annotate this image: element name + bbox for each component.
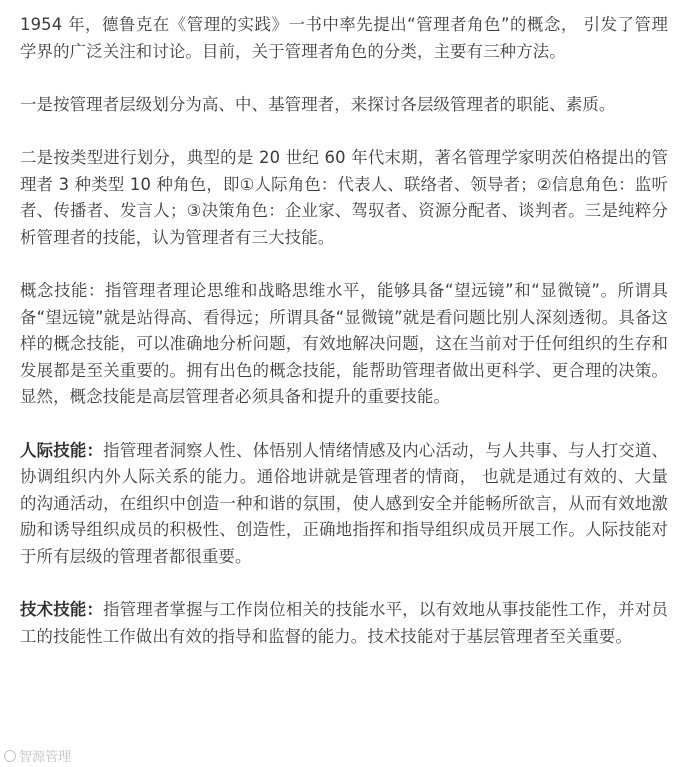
watermark-text: 智源管理 bbox=[19, 750, 72, 765]
technical-skill-text: 指管理者掌握与工作岗位相关的技能水平，以有效地从事技能性工作，并对员工的技能性工作做出有效的指导和监督的能力。技术技能对于基层管理者至关重要。 bbox=[20, 600, 668, 646]
paragraph-conceptual-skill: 概念技能：指管理者理论思维和战略思维水平，能够具备“望远镜”和“显微镜”。所谓具备“望远镜”就是站得高、看得远；所谓具备“显微镜”就是看问题比别人深刻透彻。具备这样的概念技能，可以准确地分析问题，有效地解决问题，这在当前对于任何组织的生存和发展都是至关重要的。拥有出色的概念技能，能帮助管理者做出更科学、更合理的决策。显然，概念技能是高层管理者必须具备和提升的重要技能。 bbox=[20, 280, 668, 407]
paragraph-technical-skill bbox=[20, 597, 668, 650]
technical-skill-label: 技术技能： bbox=[20, 600, 104, 620]
interpersonal-skill-text: 指管理者洞察人性、体悟别人情绪情感及内心活动，与人共事、与人打交道、协调组织内外人际关系的能力。通俗地讲就是管理者的情商， 也就是通过有效的、大量的沟通活动，在组织中创造一种和谐的氛围，使人感到安全并能畅所欲言，从而有效地激励和诱导组织成员的积极性、创造性，正确地指挥和指导组织成员开展工作。人际技能对于所有层级的管理者都很重要。 bbox=[20, 440, 668, 566]
paragraph-intro: 1954 年，德鲁克在《管理的实践》一书中率先提出“管理者角色”的概念， 引发了管理学界的广泛关注和讨论。目前，关于管理者角色的分类，主要有三种方法。 bbox=[20, 15, 668, 61]
watermark-logo-icon bbox=[4, 750, 16, 762]
interpersonal-skill-label: 人际技能： bbox=[20, 440, 104, 460]
paragraph-method-one: 一是按管理者层级划分为高、中、基管理者，来探讨各层级管理者的职能、素质。 bbox=[20, 94, 616, 114]
paragraph-interpersonal-skill bbox=[20, 438, 668, 571]
article-body bbox=[20, 12, 668, 677]
paragraph-method-two-three: 二是按类型进行划分，典型的是 20 世纪 60 年代末期，著名管理学家明茨伯格提出的管理者 3 种类型 10 种角色，即①人际角色：代表人、联络者、领导者；②信息角色：监听者、传播者、发言人；③决策角色：企业家、驾驭者、资源分配者、谈判者。三是纯粹分析管理者的技能，认为管理者有三大技能。 bbox=[20, 147, 668, 247]
watermark bbox=[4, 746, 71, 765]
